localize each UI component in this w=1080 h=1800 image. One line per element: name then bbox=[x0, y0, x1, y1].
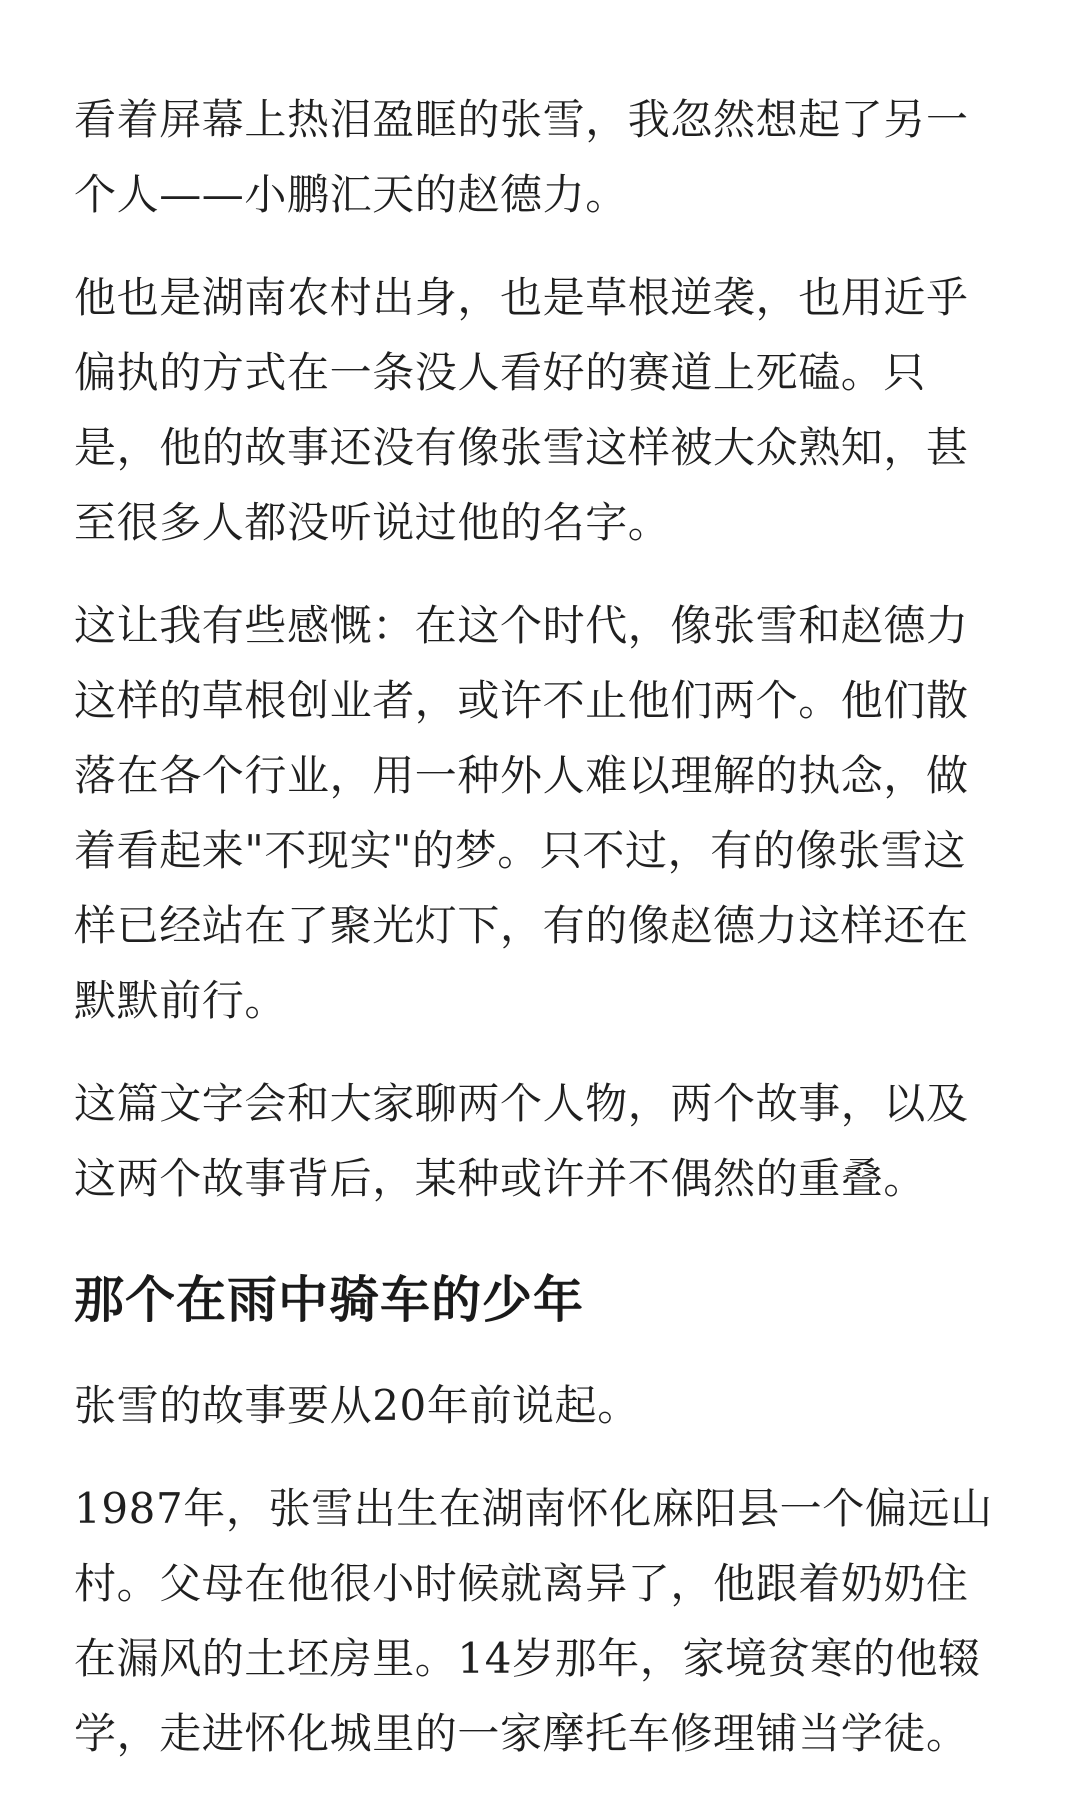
section-heading: 那个在雨中骑车的少年 bbox=[74, 1270, 584, 1329]
paragraph-story-start: 张雪的故事要从20年前说起。 bbox=[74, 1381, 640, 1430]
article-body bbox=[74, 82, 1004, 1771]
paragraph-zhang-xue-childhood: 1987年，张雪出生在湖南怀化麻阳县一个偏远山村。父母在他很小时候就离异了，他跟着奶奶住在漏风的土坯房里。14岁那年，家境贫寒的他辍学，走进怀化城里的一家摩托车修理铺当学徒。 bbox=[74, 1484, 993, 1758]
paragraph-intro-recall: 看着屏幕上热泪盈眶的张雪，我忽然想起了另一个人——小鹏汇天的赵德力。 bbox=[74, 95, 969, 219]
paragraph-reflection: 这让我有些感慨：在这个时代，像张雪和赵德力这样的草根创业者，或许不止他们两个。他们散落在各个行业，用一种外人难以理解的执念，做着看起来"不现实"的梦。只不过，有的像张雪这样已经站在了聚光灯下，有的像赵德力这样还在默默前行。 bbox=[74, 601, 969, 1025]
paragraph-article-scope: 这篇文字会和大家聊两个人物，两个故事，以及这两个故事背后，某种或许并不偶然的重叠。 bbox=[74, 1079, 969, 1203]
paragraph-zhao-deli-background: 他也是湖南农村出身，也是草根逆袭，也用近乎偏执的方式在一条没人看好的赛道上死磕。只是，他的故事还没有像张雪这样被大众熟知，甚至很多人都没听说过他的名字。 bbox=[74, 273, 969, 547]
